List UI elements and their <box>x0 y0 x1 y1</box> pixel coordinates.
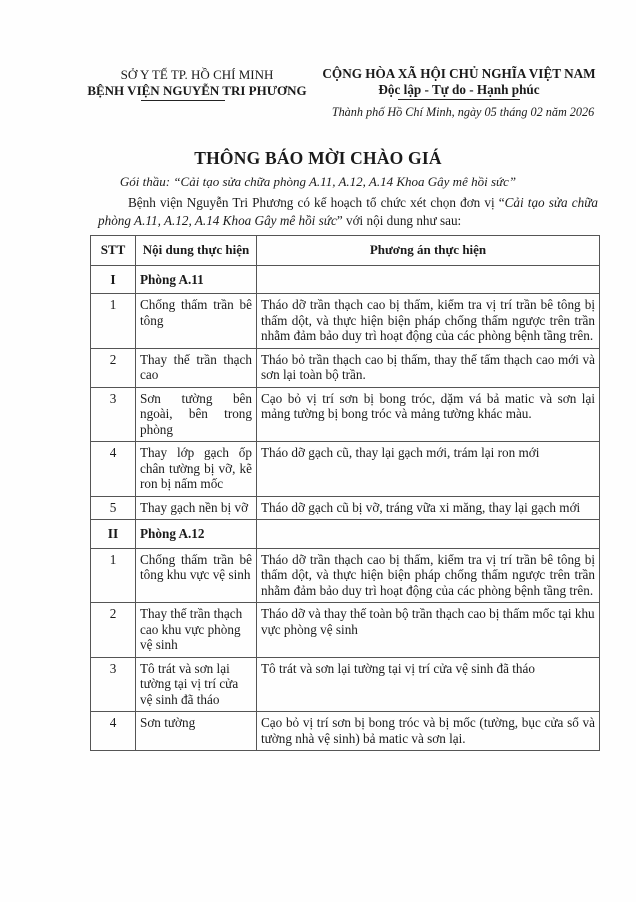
agency-name: SỞ Y TẾ TP. HỒ CHÍ MINH <box>120 67 274 82</box>
row-stt: 2 <box>91 348 136 387</box>
row-task: Sơn tường <box>136 712 257 751</box>
table-row <box>91 294 600 349</box>
section-row <box>91 520 600 549</box>
row-plan: Tháo dỡ trần thạch cao bị thấm, kiểm tra vị trí trần bê tông bị thấm dột, và thực hiện biện pháp chống thấm ngược trên trần nhằm đảm bảo duy trì hoạt động của các phòng bệnh tầng trên. <box>257 294 600 349</box>
document-title: THÔNG BÁO MỜI CHÀO GIÁ <box>194 148 442 168</box>
row-stt: 3 <box>91 387 136 442</box>
header-plan: Phương án thực hiện <box>257 236 600 266</box>
row-stt: 1 <box>91 548 136 603</box>
row-plan: Cạo bỏ vị trí sơn bị bong tróc, dặm vá bả matic và sơn lại mảng tường bị bong tróc và mảng tường khác màu. <box>257 387 600 442</box>
hospital-name: BỆNH VIỆN NGUYỄN TRI PHƯƠNG <box>87 83 307 98</box>
row-task: Chống thấm trần bê tông khu vực vệ sinh <box>136 548 257 603</box>
row-plan: Tháo dỡ gạch cũ bị vỡ, tráng vữa xi măng, thay lại gạch mới <box>257 496 600 520</box>
section-name: Phòng A.11 <box>136 265 257 294</box>
agency-header <box>84 67 310 101</box>
row-plan: Tháo dỡ và thay thế toàn bộ trần thạch cao bị thấm mốc tại khu vực phòng vệ sinh <box>257 603 600 658</box>
table-row <box>91 712 600 751</box>
row-plan: Tháo dỡ trần thạch cao bị thấm, kiểm tra vị trí trần bê tông bị thấm dột, và thực hiện biện pháp chống thấm ngược trên trần nhằm đảm bảo duy trì hoạt động của các phòng bệnh tầng trên. <box>257 548 600 603</box>
work-plan-table <box>90 235 600 751</box>
row-task: Chống thấm trần bê tông <box>136 294 257 349</box>
header-stt: STT <box>91 236 136 266</box>
place-date: Thành phố Hồ Chí Minh, ngày 05 tháng 02 năm 2026 <box>331 105 595 119</box>
row-task: Thay thế trần thạch cao khu vực phòng vệ sinh <box>136 603 257 658</box>
national-header <box>316 66 602 100</box>
row-task: Thay lớp gạch ốp chân tường bị vỡ, kẽ ron bị nấm mốc <box>136 442 257 497</box>
row-task: Thay gạch nền bị vỡ <box>136 496 257 520</box>
row-stt: 3 <box>91 657 136 712</box>
row-plan: Tháo dỡ gạch cũ, thay lại gạch mới, trám lại ron mới <box>257 442 600 497</box>
intro-paragraph <box>98 194 598 230</box>
table-row <box>91 657 600 712</box>
intro-project: Cải tạo sửa chữa phòng A.11, A.12, A.14 Khoa Gây mê hồi sức <box>98 195 598 228</box>
table-row <box>91 548 600 603</box>
table-row <box>91 348 600 387</box>
row-stt: 4 <box>91 442 136 497</box>
header-task: Nội dung thực hiện <box>136 236 257 266</box>
header-divider <box>141 100 225 101</box>
row-plan: Tháo bỏ trần thạch cao bị thấm, thay thế tấm thạch cao mới và sơn lại toàn bộ trần. <box>257 348 600 387</box>
table-row <box>91 387 600 442</box>
section-empty <box>257 265 600 294</box>
section-row <box>91 265 600 294</box>
table-row <box>91 603 600 658</box>
motto-divider <box>398 99 520 100</box>
table-header-row <box>91 236 600 266</box>
package-name: Gói thầu: “Cải tạo sửa chữa phòng A.11, A.12, A.14 Khoa Gây mê hồi sức” <box>119 174 517 189</box>
row-stt: 4 <box>91 712 136 751</box>
row-task: Tô trát và sơn lại tường tại vị trí cửa vệ sinh đã tháo <box>136 657 257 712</box>
national-motto: Độc lập - Tự do - Hạnh phúc <box>378 82 540 97</box>
table-row <box>91 496 600 520</box>
row-task: Sơn tường bên ngoài, bên trong phòng <box>136 387 257 442</box>
table-row <box>91 442 600 497</box>
row-task: Thay thế trần thạch cao <box>136 348 257 387</box>
row-stt: 1 <box>91 294 136 349</box>
row-plan: Tô trát và sơn lại tường tại vị trí cửa vệ sinh đã tháo <box>257 657 600 712</box>
country-name: CỘNG HÒA XÃ HỘI CHỦ NGHĨA VIỆT NAM <box>322 66 596 81</box>
row-stt: 5 <box>91 496 136 520</box>
intro-tail: ” với nội dung như sau: <box>336 213 462 228</box>
intro-lead: Bệnh viện Nguyễn Tri Phương có kế hoạch tổ chức xét chọn đơn vị “ <box>128 195 505 210</box>
row-stt: 2 <box>91 603 136 658</box>
section-id: II <box>91 520 136 549</box>
row-plan: Cạo bỏ vị trí sơn bị bong tróc và bị mốc (tường, bục cửa sổ và tường nhà vệ sinh) bả matic và sơn lại. <box>257 712 600 751</box>
section-id: I <box>91 265 136 294</box>
section-name: Phòng A.12 <box>136 520 257 549</box>
section-empty <box>257 520 600 549</box>
